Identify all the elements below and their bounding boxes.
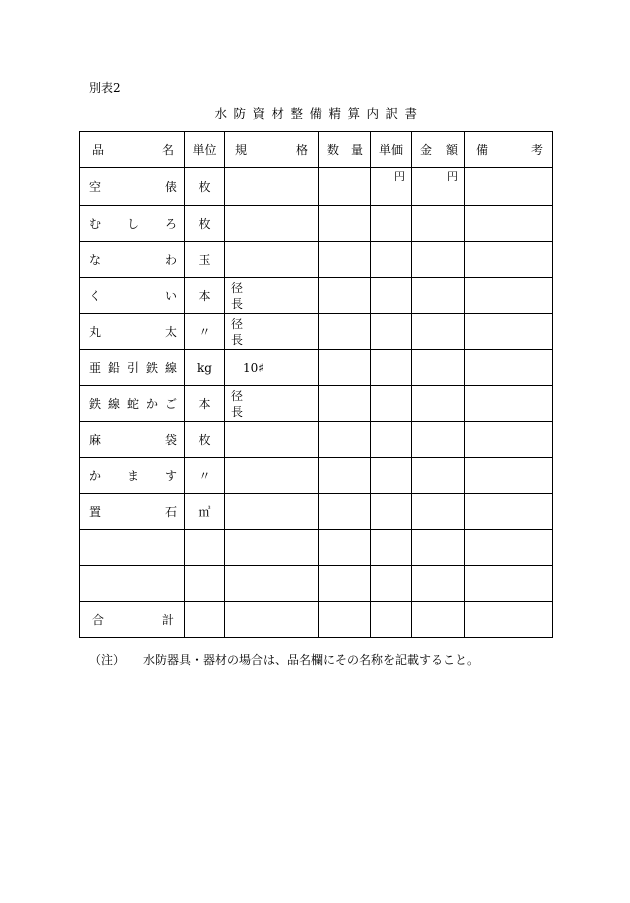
unit-price-cell: 円 bbox=[371, 168, 412, 206]
remarks-cell bbox=[465, 602, 553, 638]
table-row bbox=[80, 278, 553, 314]
item-name-cell bbox=[80, 422, 185, 458]
spec-cell bbox=[225, 494, 319, 530]
unit-price-cell bbox=[371, 494, 412, 530]
table-row bbox=[80, 494, 553, 530]
quantity-cell bbox=[319, 458, 371, 494]
item-name-cell bbox=[80, 206, 185, 242]
item-name-cell-char: 鉄 bbox=[145, 361, 158, 375]
header-unit-price: 単価 bbox=[371, 132, 412, 168]
amount-cell bbox=[412, 458, 465, 494]
item-name-cell-char: 置 bbox=[89, 505, 102, 519]
item-name-cell-char: ま bbox=[126, 469, 139, 483]
item-name-cell-char: 鉛 bbox=[107, 361, 120, 375]
quantity-cell bbox=[319, 206, 371, 242]
amount-cell bbox=[412, 530, 465, 566]
amount-cell bbox=[412, 242, 465, 278]
item-name-cell bbox=[80, 278, 185, 314]
spec-cell bbox=[225, 350, 319, 386]
remarks-cell bbox=[465, 458, 553, 494]
table-row bbox=[80, 458, 553, 494]
item-name-cell-char: 石 bbox=[164, 505, 177, 519]
spec-label: 径 bbox=[231, 280, 244, 295]
total-label-cell-char: 計 bbox=[161, 613, 174, 627]
unit-cell: 本 bbox=[185, 386, 225, 422]
unit-price-cell bbox=[371, 206, 412, 242]
quantity-cell bbox=[319, 386, 371, 422]
header-spec: 規 格 bbox=[225, 132, 319, 168]
item-name-cell-char: 亜 bbox=[89, 361, 102, 375]
spec-cell bbox=[225, 458, 319, 494]
unit-cell: 枚 bbox=[185, 422, 225, 458]
blank-row bbox=[80, 530, 553, 566]
table-row bbox=[80, 386, 553, 422]
remarks-cell bbox=[465, 242, 553, 278]
footnote-tag: （注） bbox=[89, 653, 126, 667]
amount-cell bbox=[412, 602, 465, 638]
item-name-cell-char: 丸 bbox=[89, 325, 102, 339]
quantity-cell bbox=[319, 278, 371, 314]
quantity-cell bbox=[319, 168, 371, 206]
unit-cell: ㎥ bbox=[185, 494, 225, 530]
spec-label: 10♯ bbox=[243, 360, 265, 375]
amount-cell bbox=[412, 350, 465, 386]
item-name-cell bbox=[80, 530, 185, 566]
unit-cell bbox=[185, 602, 225, 638]
unit-cell bbox=[185, 530, 225, 566]
item-name-cell-char: な bbox=[89, 253, 102, 267]
spec-cell bbox=[225, 206, 319, 242]
spec-cell bbox=[225, 168, 319, 206]
item-name-cell-char: し bbox=[126, 217, 139, 231]
header-remarks: 備 考 bbox=[465, 132, 553, 168]
quantity-cell bbox=[319, 314, 371, 350]
remarks-cell bbox=[465, 530, 553, 566]
item-name-cell-char: 太 bbox=[164, 325, 177, 339]
item-name-cell bbox=[80, 242, 185, 278]
item-name-cell-char: か bbox=[145, 397, 158, 411]
remarks-cell bbox=[465, 314, 553, 350]
item-name-cell bbox=[80, 494, 185, 530]
item-name-cell-char: わ bbox=[164, 253, 177, 267]
amount-cell bbox=[412, 386, 465, 422]
spec-cell bbox=[225, 242, 319, 278]
table-row bbox=[80, 206, 553, 242]
remarks-cell bbox=[465, 168, 553, 206]
item-name-cell-char: 袋 bbox=[164, 433, 177, 447]
unit-price-cell bbox=[371, 386, 412, 422]
remarks-cell bbox=[465, 206, 553, 242]
blank-row bbox=[80, 566, 553, 602]
unit-price-cell bbox=[371, 530, 412, 566]
spec-cell bbox=[225, 566, 319, 602]
quantity-cell bbox=[319, 350, 371, 386]
unit-cell: kg bbox=[185, 350, 225, 386]
unit-price-cell bbox=[371, 242, 412, 278]
unit-cell bbox=[185, 566, 225, 602]
unit-cell: 〃 bbox=[185, 458, 225, 494]
item-name-cell-char: 線 bbox=[164, 361, 177, 375]
item-name-cell bbox=[80, 350, 185, 386]
footnote bbox=[89, 651, 479, 668]
spec-label: 径 bbox=[231, 388, 244, 403]
item-name-cell bbox=[80, 458, 185, 494]
spec-label: 長 bbox=[231, 296, 244, 311]
item-name-cell bbox=[80, 168, 185, 206]
spec-label: 長 bbox=[231, 404, 244, 419]
total-label-cell-char: 合 bbox=[92, 613, 105, 627]
item-name-cell-char: ご bbox=[164, 397, 177, 411]
spec-cell bbox=[225, 278, 319, 314]
unit-price-cell bbox=[371, 602, 412, 638]
header-item: 品 名 bbox=[80, 132, 185, 168]
item-name-cell-char: 引 bbox=[126, 361, 139, 375]
footnote-text: 水防器具・器材の場合は、品名欄にその名称を記載すること。 bbox=[143, 653, 480, 667]
table-row bbox=[80, 242, 553, 278]
spec-cell bbox=[225, 386, 319, 422]
spec-label: 径 bbox=[231, 316, 244, 331]
quantity-cell bbox=[319, 422, 371, 458]
item-name-cell-char: 蛇 bbox=[126, 397, 139, 411]
page-label: 別表2 bbox=[89, 81, 121, 95]
remarks-cell bbox=[465, 350, 553, 386]
unit-price-cell bbox=[371, 458, 412, 494]
quantity-cell bbox=[319, 242, 371, 278]
unit-price-cell bbox=[371, 422, 412, 458]
item-name-cell-char: い bbox=[164, 289, 177, 303]
remarks-cell bbox=[465, 494, 553, 530]
unit-cell: 玉 bbox=[185, 242, 225, 278]
quantity-cell bbox=[319, 494, 371, 530]
total-row bbox=[80, 602, 553, 638]
item-name-cell-char: く bbox=[89, 289, 102, 303]
breakdown-table bbox=[79, 131, 553, 638]
amount-cell bbox=[412, 314, 465, 350]
item-name-cell-char: 空 bbox=[89, 180, 102, 194]
item-name-cell-char: 鉄 bbox=[89, 397, 102, 411]
unit-cell: 枚 bbox=[185, 206, 225, 242]
spec-cell bbox=[225, 602, 319, 638]
item-name-cell-char: 俵 bbox=[164, 180, 177, 194]
amount-cell bbox=[412, 278, 465, 314]
unit-price-cell bbox=[371, 278, 412, 314]
amount-cell: 円 bbox=[412, 168, 465, 206]
table-row bbox=[80, 350, 553, 386]
item-name-cell-char: す bbox=[164, 469, 177, 483]
header-amount: 金 額 bbox=[412, 132, 465, 168]
spec-cell bbox=[225, 530, 319, 566]
amount-cell bbox=[412, 206, 465, 242]
total-label-cell bbox=[80, 602, 185, 638]
remarks-cell bbox=[465, 422, 553, 458]
spec-cell bbox=[225, 314, 319, 350]
unit-cell: 本 bbox=[185, 278, 225, 314]
item-name-cell bbox=[80, 314, 185, 350]
table-row bbox=[80, 168, 553, 206]
unit-cell: 枚 bbox=[185, 168, 225, 206]
item-name-cell-char: 線 bbox=[107, 397, 120, 411]
header-quantity: 数 量 bbox=[319, 132, 371, 168]
item-name-cell-char: か bbox=[89, 469, 102, 483]
unit-price-cell bbox=[371, 314, 412, 350]
table-row bbox=[80, 314, 553, 350]
unit-cell: 〃 bbox=[185, 314, 225, 350]
amount-cell bbox=[412, 494, 465, 530]
remarks-cell bbox=[465, 386, 553, 422]
amount-cell bbox=[412, 566, 465, 602]
quantity-cell bbox=[319, 566, 371, 602]
spec-label: 長 bbox=[231, 332, 244, 347]
header-row bbox=[80, 132, 553, 168]
table-row bbox=[80, 422, 553, 458]
item-name-cell-char: ろ bbox=[164, 217, 177, 231]
amount-cell bbox=[412, 422, 465, 458]
remarks-cell bbox=[465, 566, 553, 602]
item-name-cell bbox=[80, 566, 185, 602]
remarks-cell bbox=[465, 278, 553, 314]
quantity-cell bbox=[319, 530, 371, 566]
quantity-cell bbox=[319, 602, 371, 638]
header-unit: 単位 bbox=[185, 132, 225, 168]
unit-price-cell bbox=[371, 566, 412, 602]
unit-price-cell bbox=[371, 350, 412, 386]
item-name-cell bbox=[80, 386, 185, 422]
document-title: 水防資材整備精算内訳書 bbox=[214, 106, 424, 121]
item-name-cell-char: 麻 bbox=[89, 433, 102, 447]
item-name-cell-char: む bbox=[89, 217, 102, 231]
spec-cell bbox=[225, 422, 319, 458]
